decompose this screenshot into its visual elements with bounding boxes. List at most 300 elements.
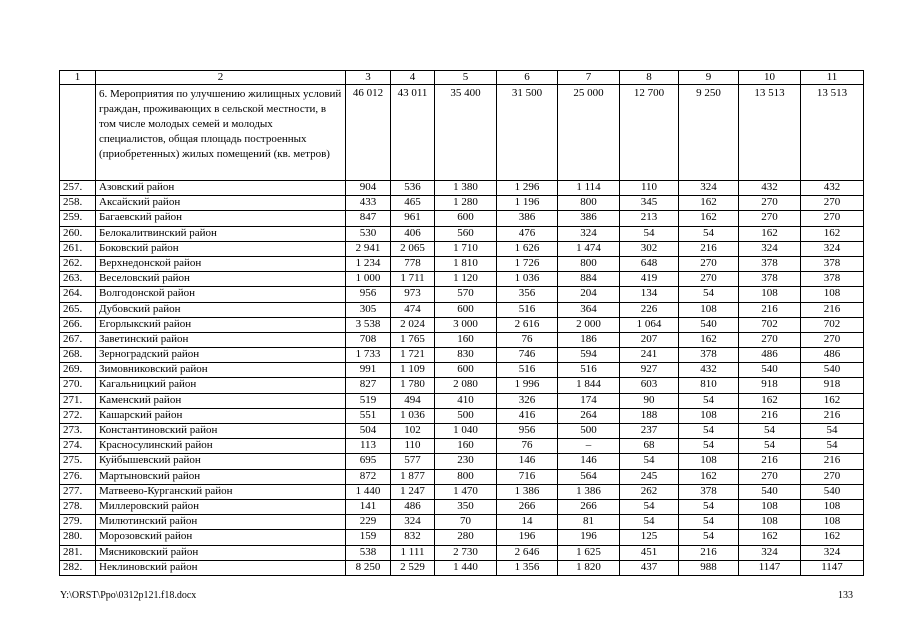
value-cell: 538 [346,545,391,560]
value-cell: 378 [739,256,801,271]
value-cell: 1 625 [558,545,620,560]
value-cell: 486 [739,348,801,363]
value-cell: 530 [346,226,391,241]
district-name: Зимовниковский район [96,363,346,378]
value-cell: 146 [497,454,558,469]
value-cell: 324 [558,226,620,241]
value-cell: 432 [679,363,739,378]
district-name: Азовский район [96,181,346,196]
value-cell: 378 [739,272,801,287]
column-number-cell: 6 [497,71,558,85]
value-cell: 1 386 [497,484,558,499]
value-cell: 1 877 [391,469,435,484]
value-cell: 1 280 [435,196,497,211]
table-row [60,560,864,575]
table-row [60,272,864,287]
district-name: Веселовский район [96,272,346,287]
value-cell: 2 065 [391,241,435,256]
value-cell: 1 440 [435,560,497,575]
row-index: 273. [60,424,96,439]
value-cell: 702 [801,317,864,332]
value-cell: 102 [391,424,435,439]
value-cell: 356 [497,287,558,302]
section-value-cell: 31 500 [497,85,558,181]
value-cell: 237 [620,424,679,439]
value-cell: 196 [497,530,558,545]
table-row [60,241,864,256]
value-cell: 54 [801,424,864,439]
value-cell: 216 [739,454,801,469]
column-number-cell: 8 [620,71,679,85]
value-cell: 378 [679,348,739,363]
district-name: Морозовский район [96,530,346,545]
table-row [60,439,864,454]
value-cell: 702 [739,317,801,332]
value-cell: 54 [801,439,864,454]
section-value-cell: 46 012 [346,85,391,181]
value-cell: 108 [739,499,801,514]
value-cell: 186 [558,332,620,347]
value-cell: 196 [558,530,620,545]
value-cell: 695 [346,454,391,469]
district-name: Константиновский район [96,424,346,439]
value-cell: 1 386 [558,484,620,499]
value-cell: 1 470 [435,484,497,499]
value-cell: 162 [679,196,739,211]
value-cell: 324 [739,241,801,256]
row-index: 267. [60,332,96,347]
district-name: Заветинский район [96,332,346,347]
table-row [60,499,864,514]
row-index: 259. [60,211,96,226]
value-cell: 266 [558,499,620,514]
value-cell: 476 [497,226,558,241]
value-cell: 570 [435,287,497,302]
value-cell: 216 [801,454,864,469]
value-cell: 216 [801,408,864,423]
row-index: 277. [60,484,96,499]
value-cell: 159 [346,530,391,545]
value-cell: 54 [620,454,679,469]
value-cell: 216 [801,302,864,317]
table-row [60,302,864,317]
column-number-row [60,71,864,85]
table-row [60,515,864,530]
value-cell: 241 [620,348,679,363]
value-cell: 162 [739,393,801,408]
section-label: 6. Мероприятия по улучшению жилищных условий граждан, проживающих в сельской местности, в том числе молодых семей и молодых специалистов, общая площадь построенных (приобретенных) жилых помещений (кв. метров) [96,85,346,181]
value-cell: 991 [346,363,391,378]
column-number-cell: 4 [391,71,435,85]
value-cell: 270 [801,332,864,347]
value-cell: 1 844 [558,378,620,393]
table-row [60,424,864,439]
value-cell: 2 529 [391,560,435,575]
value-cell: 54 [620,515,679,530]
value-cell: 108 [679,302,739,317]
value-cell: 54 [679,499,739,514]
value-cell: 1 114 [558,181,620,196]
value-cell: 160 [435,439,497,454]
district-name: Милютинский район [96,515,346,530]
value-cell: 8 250 [346,560,391,575]
row-index: 269. [60,363,96,378]
row-index: 261. [60,241,96,256]
table-row [60,287,864,302]
value-cell: 207 [620,332,679,347]
column-number-cell: 9 [679,71,739,85]
value-cell: 486 [801,348,864,363]
column-number-cell: 11 [801,71,864,85]
value-cell: 594 [558,348,620,363]
value-cell: 76 [497,332,558,347]
value-cell: 81 [558,515,620,530]
district-name: Егорлыкский район [96,317,346,332]
table-row [60,545,864,560]
row-index: 280. [60,530,96,545]
value-cell: 973 [391,287,435,302]
value-cell: 2 080 [435,378,497,393]
value-cell: 1 036 [391,408,435,423]
value-cell: 1 710 [435,241,497,256]
row-index: 271. [60,393,96,408]
value-cell: 54 [679,439,739,454]
value-cell: 410 [435,393,497,408]
section-index-cell [60,85,96,181]
value-cell: 350 [435,499,497,514]
value-cell: 266 [497,499,558,514]
value-cell: 1147 [801,560,864,575]
value-cell: 494 [391,393,435,408]
value-cell: 229 [346,515,391,530]
value-cell: 2 000 [558,317,620,332]
value-cell: 1 780 [391,378,435,393]
row-index: 279. [60,515,96,530]
value-cell: 1 726 [497,256,558,271]
value-cell: 540 [801,363,864,378]
value-cell: 551 [346,408,391,423]
section-value-cell: 9 250 [679,85,739,181]
value-cell: 386 [497,211,558,226]
table-row [60,408,864,423]
row-index: 275. [60,454,96,469]
value-cell: 76 [497,439,558,454]
value-cell: 270 [679,256,739,271]
value-cell: 54 [679,424,739,439]
row-index: 276. [60,469,96,484]
data-table [59,70,864,576]
value-cell: 536 [391,181,435,196]
value-cell: 600 [435,302,497,317]
value-cell: 2 730 [435,545,497,560]
district-name: Неклиновский район [96,560,346,575]
value-cell: 378 [801,272,864,287]
value-cell: 1 247 [391,484,435,499]
value-cell: 270 [801,196,864,211]
value-cell: 437 [620,560,679,575]
value-cell: 519 [346,393,391,408]
value-cell: 70 [435,515,497,530]
section-value-cell: 13 513 [801,85,864,181]
value-cell: 1147 [739,560,801,575]
value-cell: 230 [435,454,497,469]
district-name: Красносулинский район [96,439,346,454]
value-cell: 1 721 [391,348,435,363]
value-cell: 378 [679,484,739,499]
value-cell: 54 [620,226,679,241]
value-cell: 1 040 [435,424,497,439]
value-cell: 540 [679,317,739,332]
value-cell: 746 [497,348,558,363]
value-cell: 500 [558,424,620,439]
value-cell: 270 [739,211,801,226]
table-row [60,348,864,363]
value-cell: 162 [801,393,864,408]
value-cell: 378 [801,256,864,271]
value-cell: 110 [391,439,435,454]
value-cell: 54 [679,515,739,530]
value-cell: 280 [435,530,497,545]
value-cell: 90 [620,393,679,408]
value-cell: 465 [391,196,435,211]
column-number-cell: 5 [435,71,497,85]
value-cell: 1 711 [391,272,435,287]
value-cell: 648 [620,256,679,271]
value-cell: 1 996 [497,378,558,393]
district-name: Зерноградский район [96,348,346,363]
value-cell: 830 [435,348,497,363]
value-cell: 324 [679,181,739,196]
value-cell: 216 [739,408,801,423]
value-cell: 68 [620,439,679,454]
value-cell: 162 [679,332,739,347]
section-value-cell: 12 700 [620,85,679,181]
row-index: 270. [60,378,96,393]
value-cell: 516 [497,302,558,317]
value-cell: 3 538 [346,317,391,332]
value-cell: 433 [346,196,391,211]
value-cell: 1 196 [497,196,558,211]
value-cell: 516 [558,363,620,378]
value-cell: 270 [739,196,801,211]
table-row [60,454,864,469]
table-row [60,196,864,211]
table-row [60,530,864,545]
value-cell: 1 064 [620,317,679,332]
value-cell: 1 036 [497,272,558,287]
value-cell: 918 [801,378,864,393]
value-cell: 326 [497,393,558,408]
value-cell: 778 [391,256,435,271]
value-cell: 2 646 [497,545,558,560]
value-cell: 174 [558,393,620,408]
row-index: 257. [60,181,96,196]
value-cell: 108 [679,454,739,469]
value-cell: 162 [801,530,864,545]
row-index: 274. [60,439,96,454]
row-index: 260. [60,226,96,241]
district-name: Мясниковский район [96,545,346,560]
value-cell: 324 [801,241,864,256]
value-cell: 188 [620,408,679,423]
value-cell: 54 [679,226,739,241]
value-cell: 270 [739,469,801,484]
value-cell: 1 120 [435,272,497,287]
value-cell: 270 [679,272,739,287]
value-cell: 54 [620,499,679,514]
table-row [60,317,864,332]
value-cell: 54 [679,530,739,545]
value-cell: 14 [497,515,558,530]
value-cell: 406 [391,226,435,241]
value-cell: 324 [801,545,864,560]
value-cell: 432 [739,181,801,196]
value-cell: 432 [801,181,864,196]
value-cell: 162 [739,226,801,241]
value-cell: 1 626 [497,241,558,256]
value-cell: 110 [620,181,679,196]
table-row [60,256,864,271]
value-cell: 1 000 [346,272,391,287]
value-cell: 884 [558,272,620,287]
value-cell: 1 765 [391,332,435,347]
district-name: Каменский район [96,393,346,408]
value-cell: 54 [679,287,739,302]
value-cell: 516 [497,363,558,378]
value-cell: 708 [346,332,391,347]
value-cell: 162 [679,469,739,484]
value-cell: 540 [739,363,801,378]
district-name: Багаевский район [96,211,346,226]
district-name: Дубовский район [96,302,346,317]
district-name: Мартыновский район [96,469,346,484]
row-index: 264. [60,287,96,302]
value-cell: 1 380 [435,181,497,196]
table-row [60,332,864,347]
value-cell: 54 [679,393,739,408]
row-index: 272. [60,408,96,423]
district-name: Аксайский район [96,196,346,211]
value-cell: 108 [739,287,801,302]
row-index: 262. [60,256,96,271]
value-cell: 1 733 [346,348,391,363]
value-cell: 1 820 [558,560,620,575]
value-cell: 160 [435,332,497,347]
row-index: 282. [60,560,96,575]
column-number-cell: 1 [60,71,96,85]
value-cell: 245 [620,469,679,484]
table-row [60,484,864,499]
value-cell: 504 [346,424,391,439]
value-cell: 2 616 [497,317,558,332]
value-cell: 918 [739,378,801,393]
value-cell: 3 000 [435,317,497,332]
value-cell: 226 [620,302,679,317]
district-name: Миллеровский район [96,499,346,514]
value-cell: 847 [346,211,391,226]
value-cell: 2 941 [346,241,391,256]
value-cell: 141 [346,499,391,514]
value-cell: 1 109 [391,363,435,378]
row-index: 258. [60,196,96,211]
value-cell: 474 [391,302,435,317]
value-cell: 800 [435,469,497,484]
value-cell: 988 [679,560,739,575]
district-name: Белокалитвинский район [96,226,346,241]
row-index: 281. [60,545,96,560]
value-cell: 162 [801,226,864,241]
value-cell: 600 [435,211,497,226]
value-cell: 810 [679,378,739,393]
value-cell: 54 [739,424,801,439]
value-cell: 540 [739,484,801,499]
value-cell: 1 111 [391,545,435,560]
row-index: 268. [60,348,96,363]
value-cell: 125 [620,530,679,545]
value-cell: 500 [435,408,497,423]
value-cell: 486 [391,499,435,514]
table-row [60,211,864,226]
value-cell: 270 [801,211,864,226]
value-cell: – [558,439,620,454]
value-cell: 832 [391,530,435,545]
footer-file-path: Y:\ORST\Ppo\0312p121.f18.docx [60,590,197,601]
footer-page-number: 133 [838,590,853,601]
district-name: Кагальницкий район [96,378,346,393]
row-index: 278. [60,499,96,514]
value-cell: 1 440 [346,484,391,499]
value-cell: 364 [558,302,620,317]
value-cell: 872 [346,469,391,484]
value-cell: 113 [346,439,391,454]
column-number-cell: 2 [96,71,346,85]
value-cell: 1 810 [435,256,497,271]
row-index: 266. [60,317,96,332]
value-cell: 386 [558,211,620,226]
value-cell: 577 [391,454,435,469]
value-cell: 54 [739,439,801,454]
table-row [60,181,864,196]
district-name: Боковский район [96,241,346,256]
value-cell: 345 [620,196,679,211]
value-cell: 800 [558,256,620,271]
table-row [60,393,864,408]
value-cell: 419 [620,272,679,287]
value-cell: 1 474 [558,241,620,256]
section-row [60,85,864,181]
section-value-cell: 13 513 [739,85,801,181]
value-cell: 216 [679,241,739,256]
district-name: Матвеево-Курганский район [96,484,346,499]
value-cell: 800 [558,196,620,211]
row-index: 263. [60,272,96,287]
section-value-cell: 35 400 [435,85,497,181]
column-number-cell: 3 [346,71,391,85]
value-cell: 956 [497,424,558,439]
value-cell: 162 [739,530,801,545]
value-cell: 262 [620,484,679,499]
value-cell: 216 [739,302,801,317]
value-cell: 324 [391,515,435,530]
value-cell: 904 [346,181,391,196]
value-cell: 560 [435,226,497,241]
value-cell: 1 234 [346,256,391,271]
value-cell: 2 024 [391,317,435,332]
value-cell: 451 [620,545,679,560]
table-row [60,378,864,393]
value-cell: 540 [801,484,864,499]
value-cell: 264 [558,408,620,423]
